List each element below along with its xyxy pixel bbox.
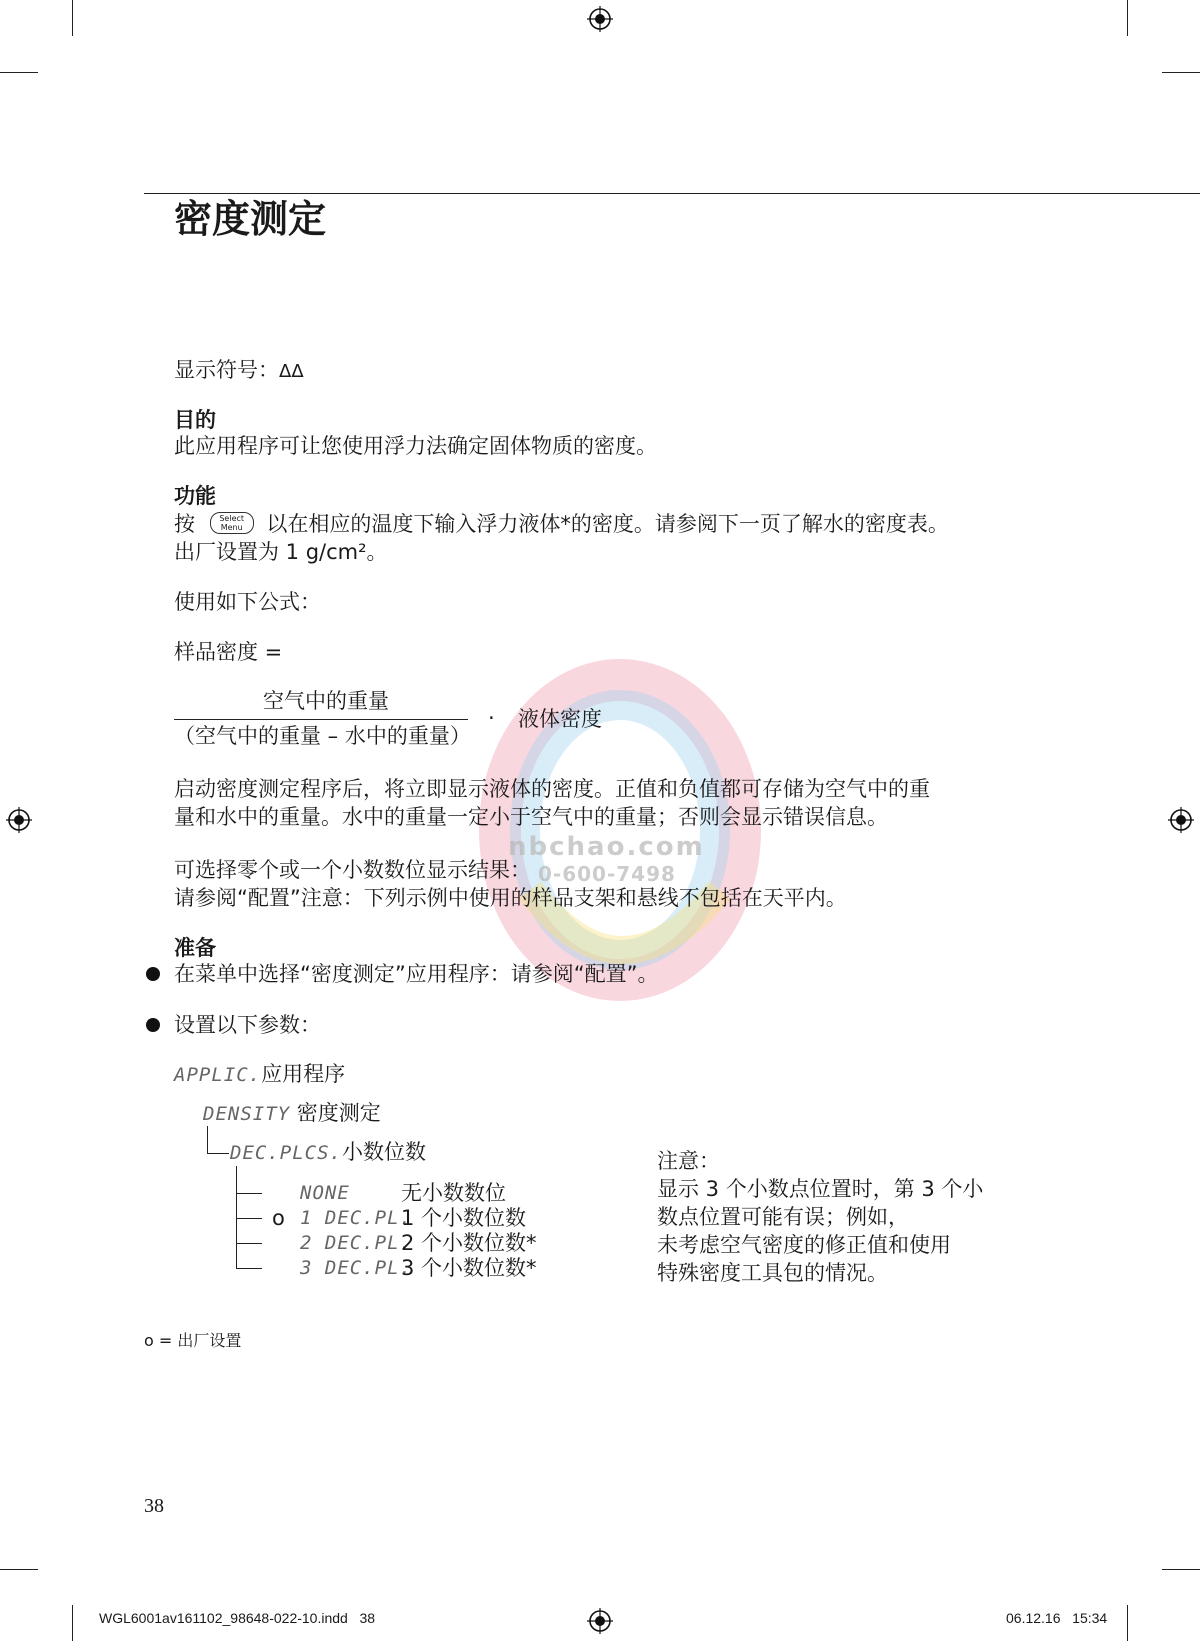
crop-mark [1162,72,1200,73]
paragraph-line: 启动密度测定程序后，将立即显示液体的密度。正值和负值都可存储为空气中的重 [174,777,930,801]
note-line: 未考虑空气密度的修正值和使用 [657,1233,951,1257]
select-menu-button-icon [210,512,254,534]
crop-mark [1127,1605,1128,1641]
formula-denominator: （空气中的重量 – 水中的重量） [174,724,471,748]
button-label-select: Select [219,514,245,523]
function-suffix: 以在相应的温度下输入浮力液体*的密度。请参阅下一页了解水的密度表。 [266,512,949,536]
title-rule [144,193,1200,194]
paragraph-line: 可选择零个或一个小数数位显示结果： [174,858,531,882]
crop-mark [1127,0,1128,36]
factory-marker: o [272,1206,285,1230]
bullet-icon [146,967,160,981]
function-prefix: 按 [174,512,195,536]
formula-dot: · [488,706,495,730]
param-applic [174,1060,345,1089]
watermark-phone: 0-600-7498 [538,862,676,886]
factory-setting-note: o = 出厂设置 [144,1331,242,1350]
page-title: 密度测定 [174,197,327,241]
formula-factor: 液体密度 [518,707,602,731]
param-label: 密度测定 [296,1101,381,1125]
lcd-code: DENSITY [203,1103,291,1125]
registration-mark-icon [587,1608,613,1634]
tree-line [236,1243,262,1244]
lcd-code: 1 DEC.PL. [300,1207,412,1229]
paragraph-line: 量和水中的重量。水中的重量一定小于空气中的重量；否则会显示错误信息。 [174,805,888,829]
footer-date: 06.12.16 15:34 [1006,1610,1108,1626]
paragraph-line: 请参阅“配置”注意：下列示例中使用的样品支架和悬线不包括在天平内。 [174,886,847,910]
purpose-heading: 目的 [174,408,216,432]
lcd-code: APPLIC. [174,1064,262,1086]
tree-line [236,1218,262,1219]
lcd-code: NONE [300,1182,350,1204]
crop-mark [0,72,38,73]
tree-line [207,1153,229,1154]
crop-mark [1162,1569,1200,1570]
tree-line [236,1268,262,1269]
formula-lhs: 样品密度 = [174,640,283,664]
function-line2: 出厂设置为 1 g/cm²。 [174,540,388,564]
option-label: 3 个小数位数* [401,1256,537,1280]
tree-line [236,1193,262,1194]
formula-intro: 使用如下公式： [174,590,321,614]
note-heading: 注意： [657,1149,720,1173]
display-symbol-line [174,356,304,386]
note-line: 显示 3 个小数点位置时，第 3 个小 [657,1177,984,1201]
preparation-heading: 准备 [174,936,216,960]
param-label: 小数位数 [341,1140,426,1164]
bullet-text: 设置以下参数： [174,1013,321,1037]
lcd-code: 2 DEC.PL. [300,1232,412,1254]
tree-line [207,1126,208,1153]
display-symbol-label: 显示符号： [174,358,279,382]
param-decplcs [230,1138,426,1167]
balance-symbol-icon: ᐃᐃ [279,361,304,382]
bullet-icon [146,1018,160,1032]
crop-mark [72,0,73,36]
registration-mark-icon [1168,807,1194,833]
registration-mark-icon [6,807,32,833]
button-label-menu: Menu [220,523,243,532]
lcd-code: DEC.PLCS. [230,1142,342,1164]
formula-numerator: 空气中的重量 [263,689,389,713]
option-label: 1 个小数位数 [401,1206,527,1230]
fraction-bar [174,719,468,720]
footer-file: WGL6001av161102_98648-022-10.indd 38 [99,1610,376,1626]
function-line1 [174,510,949,538]
note-line: 特殊密度工具包的情况。 [657,1261,888,1285]
bullet-text: 在菜单中选择“密度测定”应用程序：请参阅“配置”。 [174,962,659,986]
watermark-site: nbchao.com [508,832,705,862]
option-label: 无小数数位 [401,1181,506,1205]
param-density [203,1099,381,1128]
note-line: 数点位置可能有误；例如， [657,1205,909,1229]
page-number: 38 [144,1495,164,1517]
lcd-code: 3 DEC.PL. [300,1257,412,1279]
option-label: 2 个小数位数* [401,1231,537,1255]
function-heading: 功能 [174,484,216,508]
purpose-text: 此应用程序可让您使用浮力法确定固体物质的密度。 [174,434,657,458]
crop-mark [72,1605,73,1641]
param-label: 应用程序 [261,1062,346,1086]
registration-mark-icon [587,6,613,32]
crop-mark [0,1569,38,1570]
